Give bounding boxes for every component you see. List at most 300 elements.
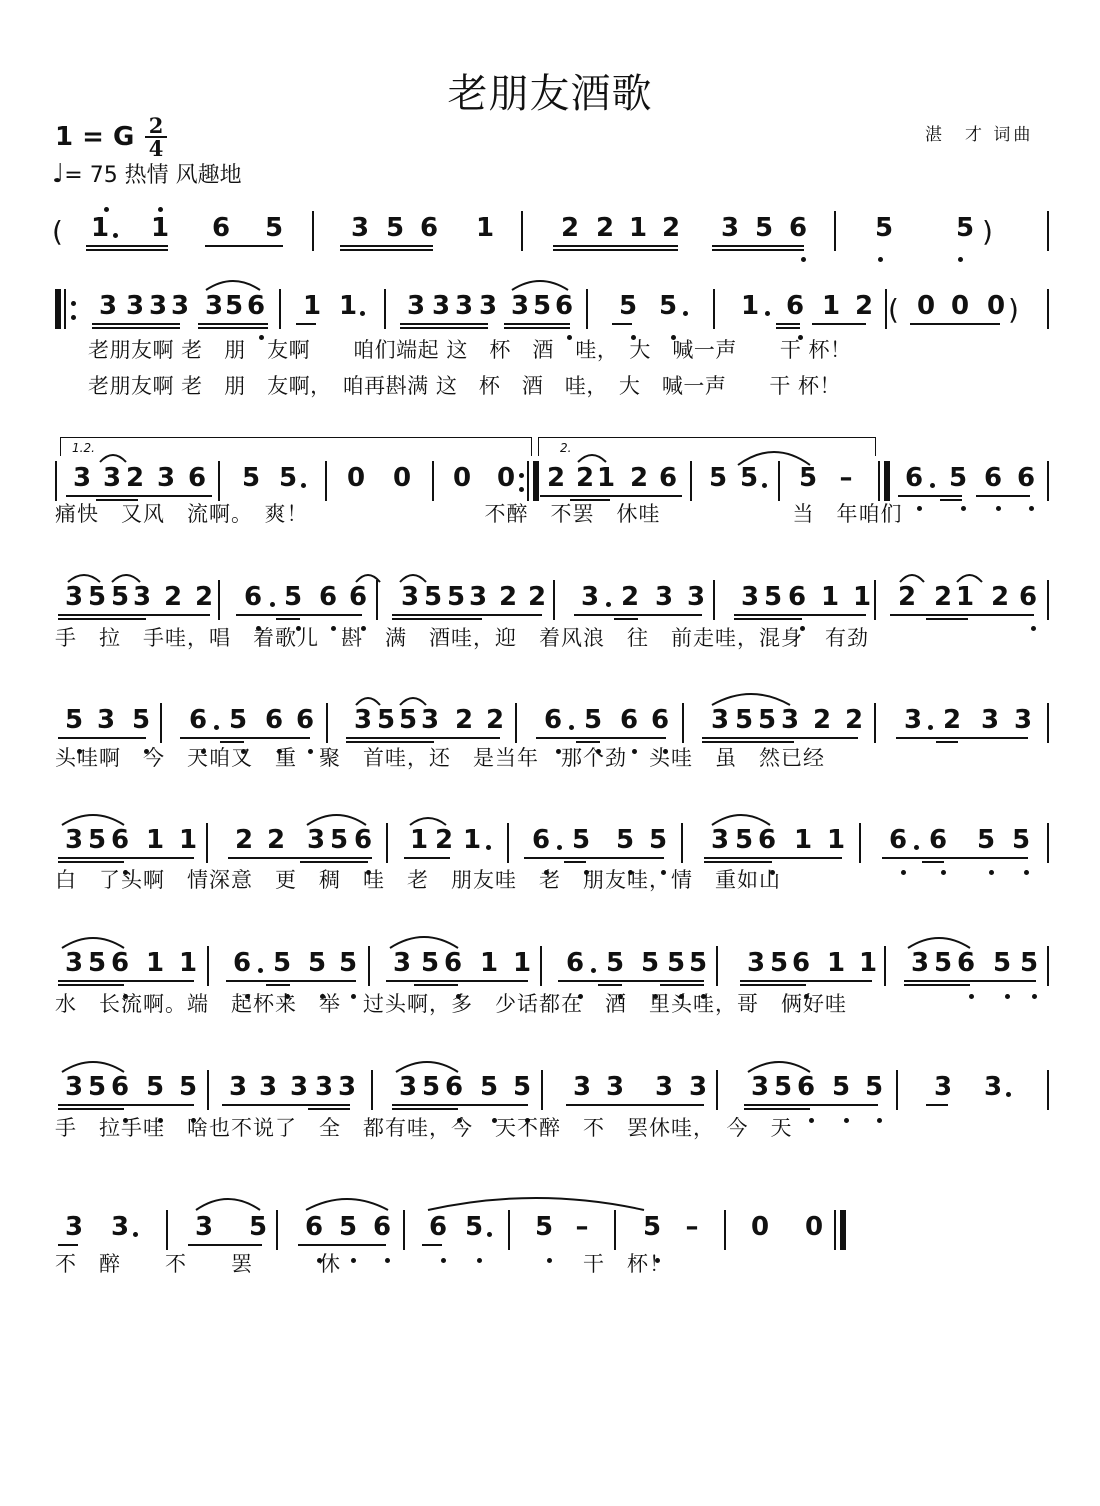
note: 5 [739, 463, 759, 493]
augmentation-dot [683, 311, 688, 316]
note: 3 [72, 463, 92, 493]
final-bar-line [840, 1210, 846, 1250]
note: 1 [90, 213, 110, 243]
key-signature: 1 = G [55, 122, 135, 152]
slur [196, 1199, 260, 1210]
bar-line [713, 289, 715, 329]
note: 1 [409, 825, 429, 855]
note: 6 [318, 582, 338, 612]
underline-beam [734, 618, 802, 620]
note: 5 [1019, 948, 1039, 978]
bar-line [1047, 946, 1049, 986]
note: 3 [289, 1072, 309, 1102]
note: 2 [163, 582, 183, 612]
note: 2 [897, 582, 917, 612]
note: 3 [96, 705, 116, 735]
underline-beam [704, 861, 772, 863]
note: 6 [232, 948, 252, 978]
note: 3 [125, 291, 145, 321]
note: 5 [754, 213, 774, 243]
note: 0 [392, 463, 412, 493]
repeat-dot [519, 473, 524, 478]
note: 2 [661, 213, 681, 243]
bar-line [386, 823, 388, 863]
augmentation-dot [214, 725, 219, 730]
volta-bracket-1 [60, 437, 532, 456]
note: 3 [903, 705, 923, 735]
note: 6 [658, 463, 678, 493]
note: 5 [532, 291, 552, 321]
underline-beam [198, 327, 268, 329]
note: 5 [534, 1212, 554, 1242]
bar-line [1047, 823, 1049, 863]
slur [356, 698, 380, 705]
parenthesis: ( [888, 293, 899, 326]
underline-beam [734, 614, 866, 616]
underline-beam [910, 323, 1000, 325]
note: 5 [874, 213, 894, 243]
underline-beam [386, 980, 528, 982]
low-octave-dot [809, 1118, 814, 1123]
underline-beam [198, 323, 268, 325]
note: 6 [444, 1072, 464, 1102]
note: 5 [763, 582, 783, 612]
underline-beam [404, 857, 450, 859]
low-octave-dot [878, 257, 883, 262]
note: 3 [654, 582, 674, 612]
underline-beam [744, 1104, 878, 1106]
augmentation-dot [914, 845, 919, 850]
bar-line [778, 461, 780, 501]
bar-line [834, 1210, 836, 1250]
note: 6 [1016, 463, 1036, 493]
note: 3 [337, 1072, 357, 1102]
note: 1 [596, 463, 616, 493]
note: 5 [398, 705, 418, 735]
note: 6 [956, 948, 976, 978]
note: 3 [228, 1072, 248, 1102]
underline-beam [58, 857, 194, 859]
low-octave-dot [917, 506, 922, 511]
underline-beam [308, 1108, 350, 1110]
bar-line [218, 580, 220, 620]
bar-line [527, 461, 529, 501]
low-octave-dot [1005, 994, 1010, 999]
note: 1 [145, 825, 165, 855]
note: 5 [734, 825, 754, 855]
note: 0 [986, 291, 1006, 321]
parenthesis: ) [982, 215, 993, 248]
note: 0 [916, 291, 936, 321]
note: 5 [385, 213, 405, 243]
note: 6 [791, 948, 811, 978]
note: 1 [178, 825, 198, 855]
underline-beam [392, 1104, 528, 1106]
bar-line [207, 1070, 209, 1110]
low-octave-dot [1029, 506, 1034, 511]
note: 3 [605, 1072, 625, 1102]
note: 6 [928, 825, 948, 855]
note: 3 [688, 1072, 708, 1102]
augmentation-dot [301, 483, 306, 488]
note: 5 [640, 948, 660, 978]
low-octave-dot [801, 257, 806, 262]
note: 2 [595, 213, 615, 243]
note: 3 [710, 825, 730, 855]
augmentation-dot [557, 845, 562, 850]
slur [396, 1062, 458, 1072]
dash-extension: – [685, 1212, 699, 1242]
note: 3 [454, 291, 474, 321]
note: 5 [145, 1072, 165, 1102]
underline-beam [536, 737, 666, 739]
note: 3 [980, 705, 1000, 735]
bar-line [713, 580, 715, 620]
underline-beam [744, 1108, 810, 1110]
note: 3 [572, 1072, 592, 1102]
note: 0 [496, 463, 516, 493]
bar-line [834, 211, 836, 251]
underline-beam [740, 980, 872, 982]
slur [410, 818, 446, 825]
underline-beam [346, 737, 500, 739]
note: 3 [64, 582, 84, 612]
note: 6 [904, 463, 924, 493]
underline-beam [340, 245, 433, 247]
underline-beam [226, 980, 356, 982]
note: 6 [788, 213, 808, 243]
time-signature [145, 113, 167, 161]
bar-line [1047, 703, 1049, 743]
lyric-line: 头哇啊 今 天咱又 重 聚 首哇，还 是当年 那个劲 头哇 虽 然已经 [55, 746, 825, 770]
note: 5 [605, 948, 625, 978]
note: 2 [844, 705, 864, 735]
augmentation-dot [606, 602, 611, 607]
time-bottom: 4 [148, 136, 164, 161]
high-octave-dot [158, 207, 163, 212]
note: 6 [796, 1072, 816, 1102]
underline-beam [898, 495, 962, 497]
low-octave-dot [1031, 626, 1036, 631]
slur [512, 281, 568, 290]
note: 5 [615, 825, 635, 855]
bar-line [859, 823, 861, 863]
slur [900, 575, 924, 582]
underline-beam [904, 984, 970, 986]
note: 3 [478, 291, 498, 321]
note: 5 [87, 948, 107, 978]
note: 1 [178, 948, 198, 978]
underline-beam [564, 861, 586, 863]
note: 3 [64, 1072, 84, 1102]
bar-line [368, 946, 370, 986]
slur [400, 575, 426, 582]
bar-line [521, 211, 523, 251]
note: 1 [628, 213, 648, 243]
underline-beam [896, 737, 1028, 739]
underline-beam [812, 323, 866, 325]
bar-line [716, 1070, 718, 1110]
note: 6 [757, 825, 777, 855]
underline-beam [904, 980, 1036, 982]
low-octave-dot [1024, 870, 1029, 875]
note: 6 [243, 582, 263, 612]
note: 2 [266, 825, 286, 855]
note: 3 [746, 948, 766, 978]
augmentation-dot [487, 1232, 492, 1237]
note: 3 [740, 582, 760, 612]
note: 5 [976, 825, 996, 855]
note: 1 [512, 948, 532, 978]
underline-beam [776, 323, 800, 325]
note: 3 [110, 1212, 130, 1242]
note: 3 [258, 1072, 278, 1102]
note: 5 [571, 825, 591, 855]
note: 6 [531, 825, 551, 855]
slur [748, 1062, 810, 1072]
underline-beam [922, 861, 944, 863]
note: 5 [773, 1072, 793, 1102]
note: 1 [475, 213, 495, 243]
note: 3 [350, 213, 370, 243]
note: 3 [306, 825, 326, 855]
slur [712, 815, 770, 825]
note: 1 [852, 582, 872, 612]
note: 1 [479, 948, 499, 978]
note: 3 [406, 291, 426, 321]
note: 3 [468, 582, 488, 612]
note: 5 [248, 1212, 268, 1242]
note: 3 [400, 582, 420, 612]
note: 3 [780, 705, 800, 735]
underline-beam [612, 323, 632, 325]
underline-beam [740, 984, 806, 986]
song-title: 老朋友酒歌 [447, 71, 653, 117]
underline-beam [558, 980, 704, 982]
note: 5 [618, 291, 638, 321]
note: 1 [793, 825, 813, 855]
note: 5 [512, 1072, 532, 1102]
dash-extension: – [575, 1212, 589, 1242]
bar-line [586, 289, 588, 329]
note: 6 [110, 1072, 130, 1102]
low-octave-dot [961, 506, 966, 511]
bar-line [553, 580, 555, 620]
augmentation-dot [133, 1232, 138, 1237]
note: 1 [338, 291, 358, 321]
underline-beam [598, 984, 622, 986]
note: 6 [110, 825, 130, 855]
bar-line [515, 703, 517, 743]
note: 2 [434, 825, 454, 855]
bar-line [218, 461, 220, 501]
note: 5 [423, 582, 443, 612]
bar-line [276, 1210, 278, 1250]
underline-beam [712, 249, 804, 251]
note: 1 [145, 948, 165, 978]
composer-credit: 湛 才 词曲 [925, 125, 1034, 145]
note: 3 [983, 1072, 1003, 1102]
underline-beam [86, 245, 168, 247]
note: 3 [353, 705, 373, 735]
augmentation-dot [928, 725, 933, 730]
note: 6 [1018, 582, 1038, 612]
bar-line [681, 823, 683, 863]
low-octave-dot [1032, 994, 1037, 999]
note: 3 [710, 705, 730, 735]
slur [62, 938, 124, 948]
bar-line [384, 289, 386, 329]
note: 1 [740, 291, 760, 321]
lyric-line: 手 拉 手哇，唱 着歌儿 斟 满 酒哇，迎 着风浪 往 前走哇，混身 有劲 [55, 626, 869, 650]
underline-beam [574, 614, 702, 616]
note: 3 [580, 582, 600, 612]
bar-line [1047, 211, 1049, 251]
repeat-dot [71, 315, 76, 320]
note: 5 [798, 463, 818, 493]
note: 3 [148, 291, 168, 321]
note: 2 [629, 463, 649, 493]
lyric-line: 痛快 又风 流啊。 爽！ 不醉 不罢 休哇 当 年咱们 [55, 502, 903, 526]
underline-beam [58, 1104, 194, 1106]
note: 3 [170, 291, 190, 321]
note: 5 [708, 463, 728, 493]
slur [100, 455, 126, 462]
note: 5 [479, 1072, 499, 1102]
slur [306, 1199, 388, 1210]
underline-beam [704, 857, 842, 859]
underline-beam [86, 249, 168, 251]
bar-line [878, 461, 880, 501]
note: 1 [826, 948, 846, 978]
note: 2 [620, 582, 640, 612]
note: 3 [510, 291, 530, 321]
bar-line [326, 703, 328, 743]
underline-beam [236, 614, 362, 616]
slur [62, 815, 124, 825]
note: 3 [64, 825, 84, 855]
slur [206, 281, 260, 290]
note: 2 [546, 463, 566, 493]
underline-beam [614, 618, 638, 620]
note: 5 [769, 948, 789, 978]
note: 5 [464, 1212, 484, 1242]
note: 5 [87, 1072, 107, 1102]
augmentation-dot [258, 968, 263, 973]
note: 0 [452, 463, 472, 493]
note: 3 [1013, 705, 1033, 735]
bar-line [874, 703, 876, 743]
bar-line [541, 1070, 543, 1110]
augmentation-dot [930, 483, 935, 488]
bar-line [206, 823, 208, 863]
underline-beam [392, 614, 542, 616]
underline-beam [58, 1244, 78, 1246]
bar-line [1047, 1070, 1049, 1110]
bar-line [432, 461, 434, 501]
note: 5 [688, 948, 708, 978]
bar-line [540, 946, 542, 986]
note: 6 [443, 948, 463, 978]
low-octave-dot [989, 870, 994, 875]
note: 1 [302, 291, 322, 321]
underline-beam [400, 323, 488, 325]
note: 3 [156, 463, 176, 493]
low-octave-dot [969, 994, 974, 999]
underline-beam [566, 1104, 704, 1106]
note: 6 [187, 463, 207, 493]
underline-beam [702, 737, 858, 739]
note: 1 [820, 582, 840, 612]
underline-beam [266, 984, 290, 986]
note: 3 [750, 1072, 770, 1102]
note: 2 [527, 582, 547, 612]
underline-beam [392, 1108, 458, 1110]
underline-beam [553, 245, 678, 247]
lyric-line: 不 醉 不 罢 休 干 杯！ [55, 1252, 671, 1276]
bar-line [614, 1210, 616, 1250]
high-octave-dot [104, 207, 109, 212]
augmentation-dot [762, 483, 767, 488]
underline-beam [58, 737, 146, 739]
note: 3 [431, 291, 451, 321]
bar-line [371, 1070, 373, 1110]
underline-beam [340, 249, 433, 251]
note: 2 [485, 705, 505, 735]
note: 5 [338, 1212, 358, 1242]
dash-extension: – [839, 463, 853, 493]
bar-line [207, 946, 209, 986]
note: 3 [64, 948, 84, 978]
bar-line [160, 703, 162, 743]
low-octave-dot [844, 1118, 849, 1123]
lyric-line: 老朋友啊 老 朋 友啊， 咱再斟满 这 杯 酒 哇， 大 喊一声 干 杯！ [88, 374, 842, 398]
note: 6 [348, 582, 368, 612]
bar-line [724, 1210, 726, 1250]
note: 2 [234, 825, 254, 855]
note: 2 [575, 463, 595, 493]
note: 1 [955, 582, 975, 612]
note: 5 [648, 825, 668, 855]
note: 5 [666, 948, 686, 978]
slur [307, 815, 366, 825]
note: 6 [419, 213, 439, 243]
underline-beam [400, 327, 488, 329]
underline-beam [150, 495, 212, 497]
note: 6 [983, 463, 1003, 493]
quarter-note-icon: ♩ [52, 159, 65, 189]
note: 2 [498, 582, 518, 612]
underline-beam [188, 1244, 262, 1246]
note: 2 [125, 463, 145, 493]
bar-line [508, 1210, 510, 1250]
note: 6 [353, 825, 373, 855]
underline-beam [228, 857, 372, 859]
low-octave-dot [996, 506, 1001, 511]
note: 5 [110, 582, 130, 612]
note: 6 [110, 948, 130, 978]
note: 5 [307, 948, 327, 978]
note: 5 [283, 582, 303, 612]
note: 1 [858, 948, 878, 978]
note: 6 [650, 705, 670, 735]
bar-line [682, 703, 684, 743]
underline-beam [414, 984, 458, 986]
bar-line [403, 1210, 405, 1250]
underline-beam [660, 984, 704, 986]
underline-beam [222, 1104, 350, 1106]
bar-line [874, 580, 876, 620]
